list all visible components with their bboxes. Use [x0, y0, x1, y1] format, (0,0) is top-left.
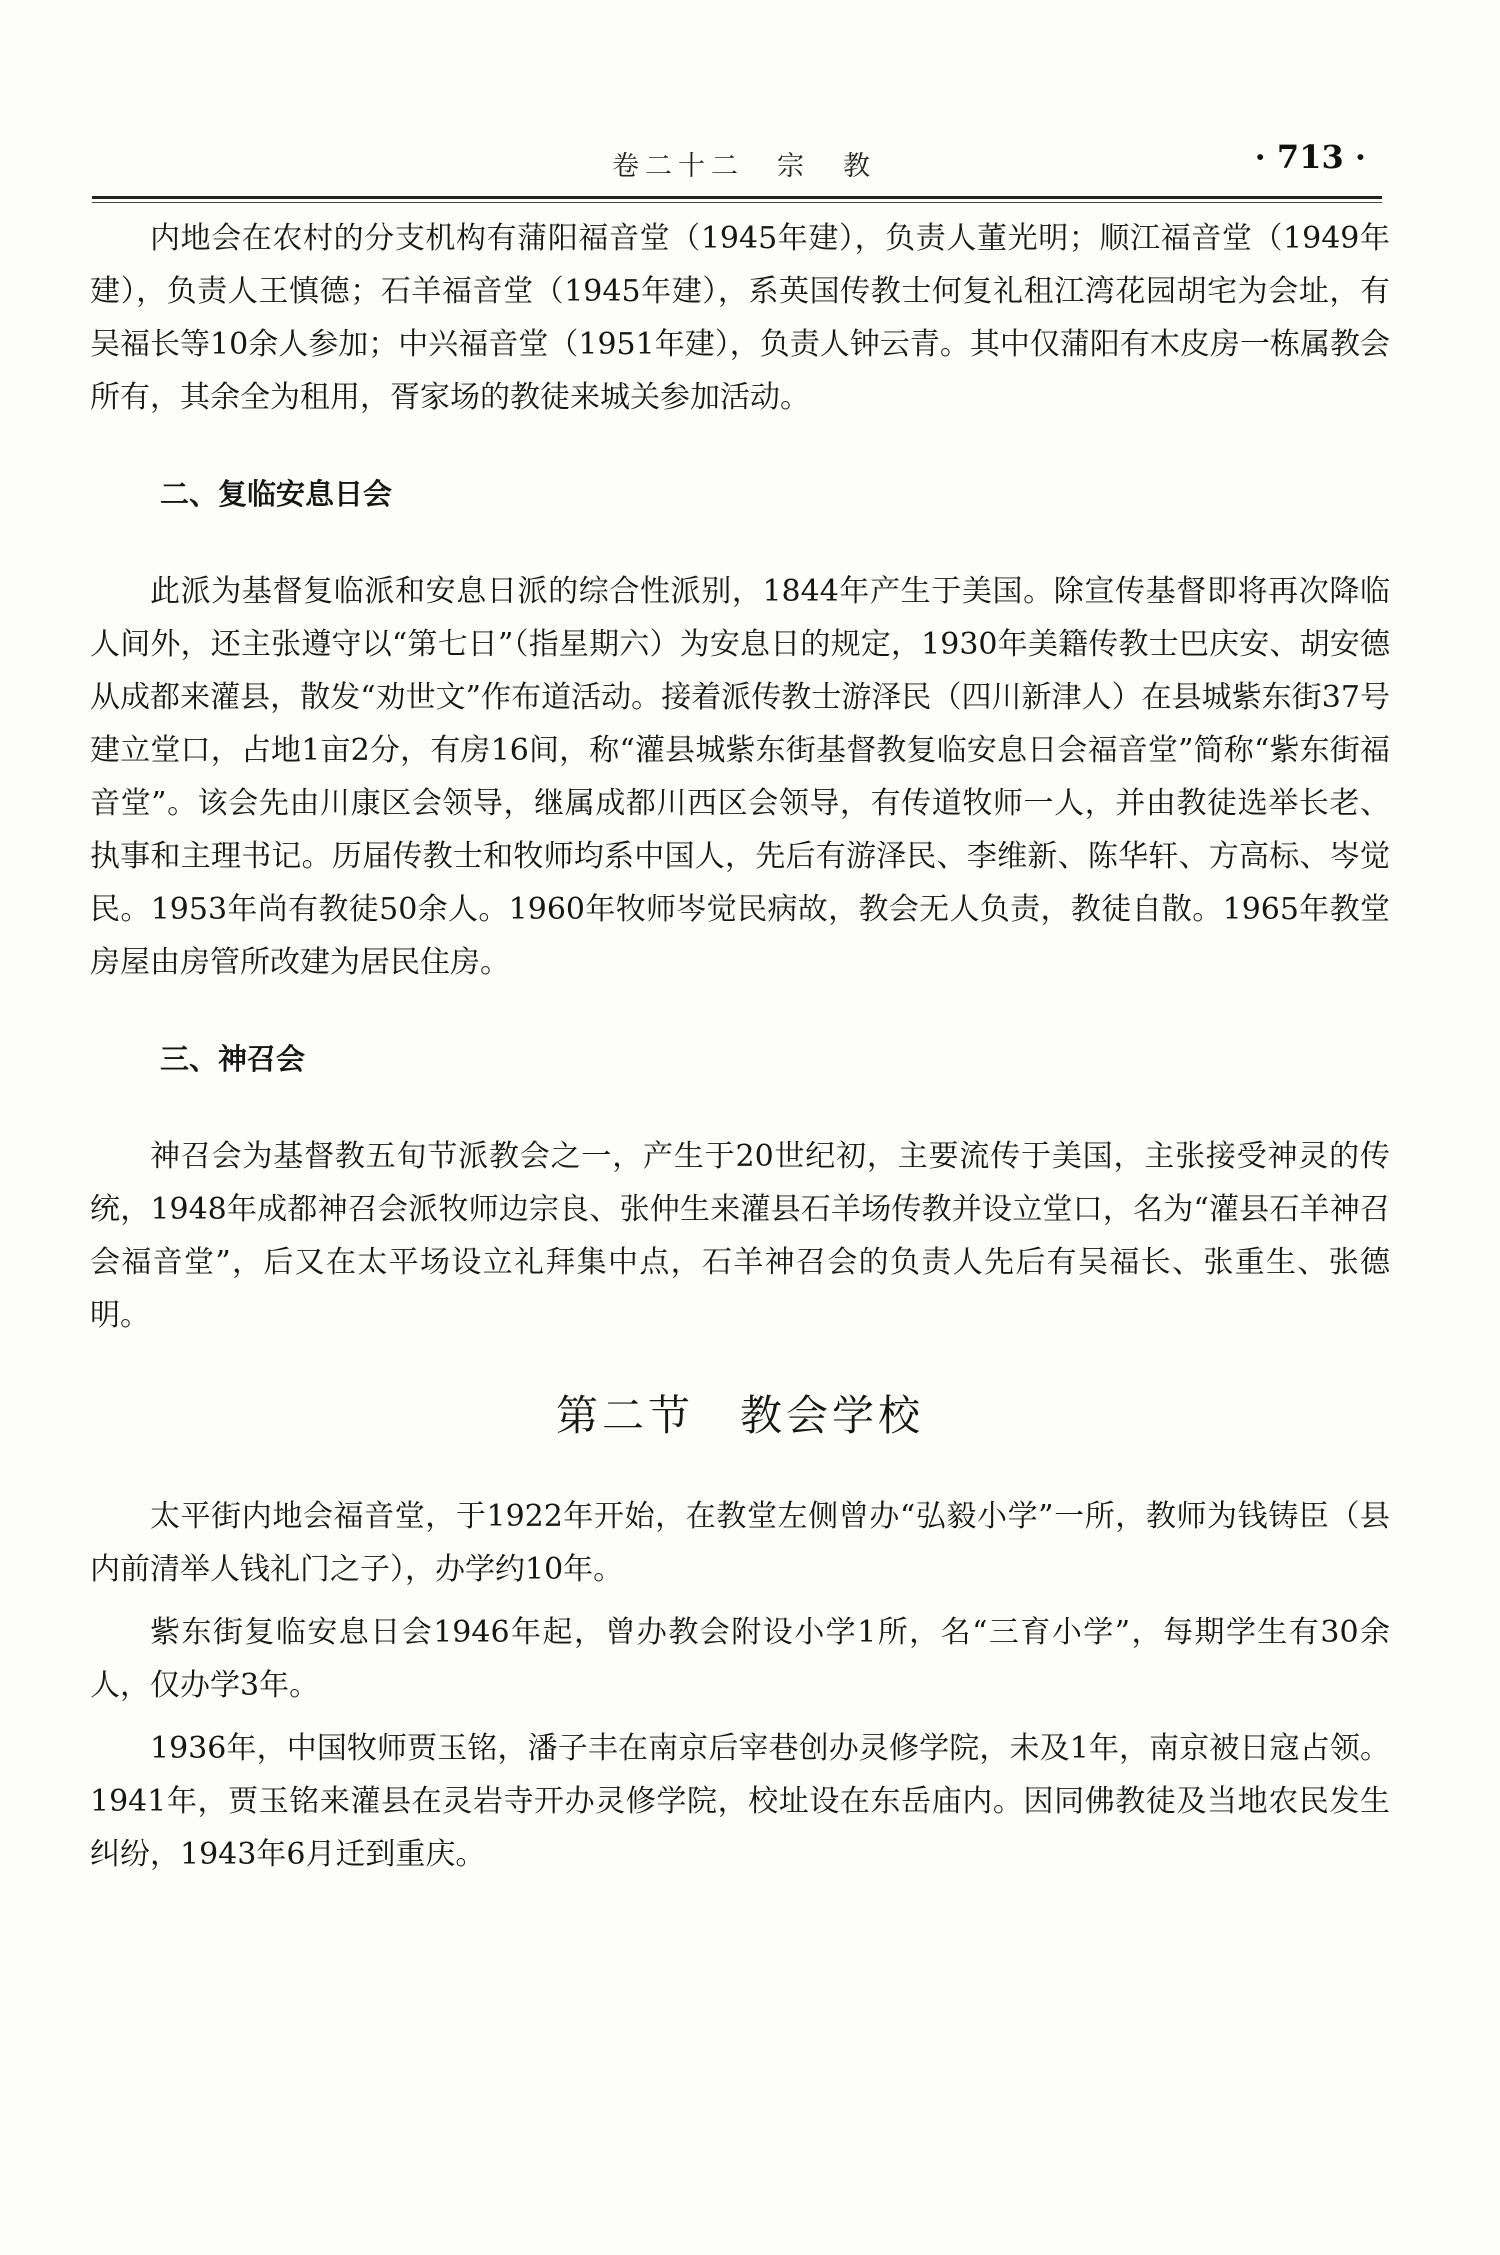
running-header	[92, 138, 1382, 198]
header-title: 卷二十二 宗 教	[612, 151, 876, 182]
paragraph-hongyi-school: 太平街内地会福音堂，于1922年开始，在教堂左侧曾办“弘毅小学”一所，教师为钱铸臣（县内前清举人钱礼门之子），办学约10年。	[90, 1499, 1390, 1587]
paragraph-sanyu-school: 紫东街复临安息日会1946年起，曾办教会附设小学1所，名“三育小学”，每期学生有30余人，仅办学3年。	[90, 1615, 1390, 1703]
paragraph-inland-mission-branches: 内地会在农村的分支机构有蒲阳福音堂（1945年建），负责人董光明；顺江福音堂（1949年建），负责人王慎德；石羊福音堂（1945年建），系英国传教士何复礼租江湾花园胡宅为会址，有吴福长等10余人参加；中兴福音堂（1951年建），负责人钟云青。其中仅蒲阳有木皮房一栋属教会所有，其余全为租用，胥家场的教徒来城关参加活动。	[90, 221, 1390, 415]
paragraph-assemblies-of-god: 神召会为基督教五旬节派教会之一，产生于20世纪初，主要流传于美国，主张接受神灵的传统，1948年成都神召会派牧师边宗良、张仲生来灌县石羊场传教并设立堂口，名为“灌县石羊神召会福音堂”，后又在太平场设立礼拜集中点，石羊神召会的负责人先后有吴福长、张重生、张德明。	[90, 1139, 1390, 1333]
header-rule-thin	[92, 202, 1382, 203]
page-body	[90, 212, 1390, 1881]
section-title-church-schools: 第二节 教会学校	[555, 1391, 924, 1440]
paragraph-adventist: 此派为基督复临派和安息日派的综合性派别，1844年产生于美国。除宣传基督即将再次降临人间外，还主张遵守以“第七日”（指星期六）为安息日的规定，1930年美籍传教士巴庆安、胡安德从成都来灌县，散发“劝世文”作布道活动。接着派传教士游泽民（四川新津人）在县城紫东街37号建立堂口，占地1亩2分，有房16间，称“灌县城紫东街基督教复临安息日会福音堂”简称“紫东街福音堂”。该会先由川康区会领导，继属成都川西区会领导，有传道牧师一人，并由教徒选举长老、执事和主理书记。历届传教士和牧师均系中国人，先后有游泽民、李维新、陈华轩、方高标、岑觉民。1953年尚有教徒50余人。1960年牧师岑觉民病故，教会无人负责，教徒自散。1965年教堂房屋由房管所改建为居民住房。	[90, 574, 1390, 980]
header-rule	[92, 196, 1382, 199]
heading-assemblies-of-god: 三、神召会	[160, 1042, 306, 1076]
paragraph-lingxiu-college: 1936年，中国牧师贾玉铭，潘子丰在南京后宰巷创办灵修学院，未及1年，南京被日寇占领。1941年，贾玉铭来灌县在灵岩寺开办灵修学院，校址设在东岳庙内。因同佛教徒及当地农民发生纠纷，1943年6月迁到重庆。	[90, 1731, 1390, 1872]
heading-seventh-day-adventist: 二、复临安息日会	[160, 477, 393, 511]
page-number: · 713 ·	[1254, 138, 1366, 176]
